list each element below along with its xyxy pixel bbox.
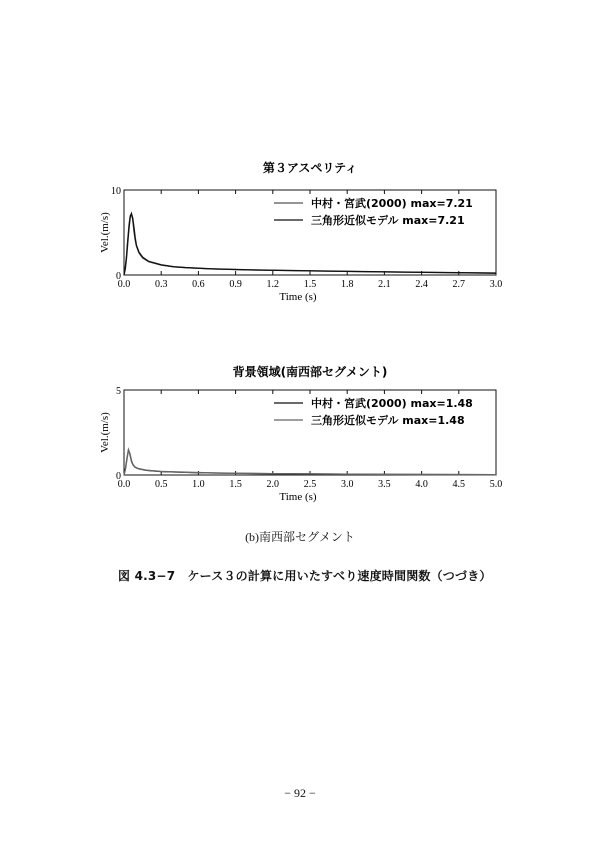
- x-axis-label: Time (s): [279, 291, 317, 303]
- x-tick-label: 1.0: [192, 479, 205, 490]
- chart-background-southwest: [0, 360, 600, 530]
- x-tick-label: 1.2: [266, 279, 280, 290]
- x-tick-label: 0.6: [192, 279, 205, 290]
- x-tick-label: 3.5: [378, 479, 391, 490]
- chart-title: 背景領域(南西部セグメント): [232, 365, 388, 379]
- page-number: − 92 −: [284, 786, 316, 800]
- figure-subcaption: (b)南西部セグメント: [245, 530, 355, 544]
- legend-label: 三角形近似モデル max=7.21: [311, 214, 465, 227]
- x-tick-label: 2.0: [266, 479, 280, 490]
- x-tick-label: 1.5: [303, 279, 317, 290]
- y-tick-label: 10: [111, 186, 121, 197]
- y-tick-label: 0: [116, 271, 121, 282]
- x-tick-label: 0.3: [154, 279, 168, 290]
- y-axis-label: Vel.(m/s): [99, 412, 111, 453]
- y-tick-label: 5: [116, 386, 121, 397]
- x-tick-label: 4.5: [452, 479, 466, 490]
- x-tick-label: 0.0: [117, 279, 131, 290]
- x-tick-label: 5.0: [489, 479, 503, 490]
- x-tick-label: 4.0: [415, 479, 428, 490]
- x-tick-label: 2.5: [303, 479, 317, 490]
- x-tick-label: 0.5: [154, 479, 168, 490]
- x-tick-label: 1.5: [229, 479, 242, 490]
- legend-label: 中村・宮武(2000) max=7.21: [311, 197, 473, 210]
- chart-title: 第３アスペリティ: [262, 161, 358, 175]
- x-tick-label: 2.4: [415, 279, 428, 290]
- x-tick-label: 0.9: [229, 279, 242, 290]
- x-tick-label: 0.0: [117, 479, 131, 490]
- x-tick-label: 3.0: [489, 279, 503, 290]
- figure-caption: 図 4.3−7 ケース３の計算に用いたすべり速度時間関数（つづき）: [118, 569, 492, 583]
- legend-label: 中村・宮武(2000) max=1.48: [311, 397, 473, 410]
- x-axis-label: Time (s): [279, 491, 317, 503]
- x-tick-label: 3.0: [340, 479, 354, 490]
- y-axis-label: Vel.(m/s): [99, 212, 111, 253]
- y-tick-label: 0: [116, 471, 121, 482]
- x-tick-label: 2.1: [378, 279, 391, 290]
- x-tick-label: 1.8: [340, 279, 354, 290]
- x-tick-label: 2.7: [452, 279, 466, 290]
- legend-label: 三角形近似モデル max=1.48: [311, 414, 465, 427]
